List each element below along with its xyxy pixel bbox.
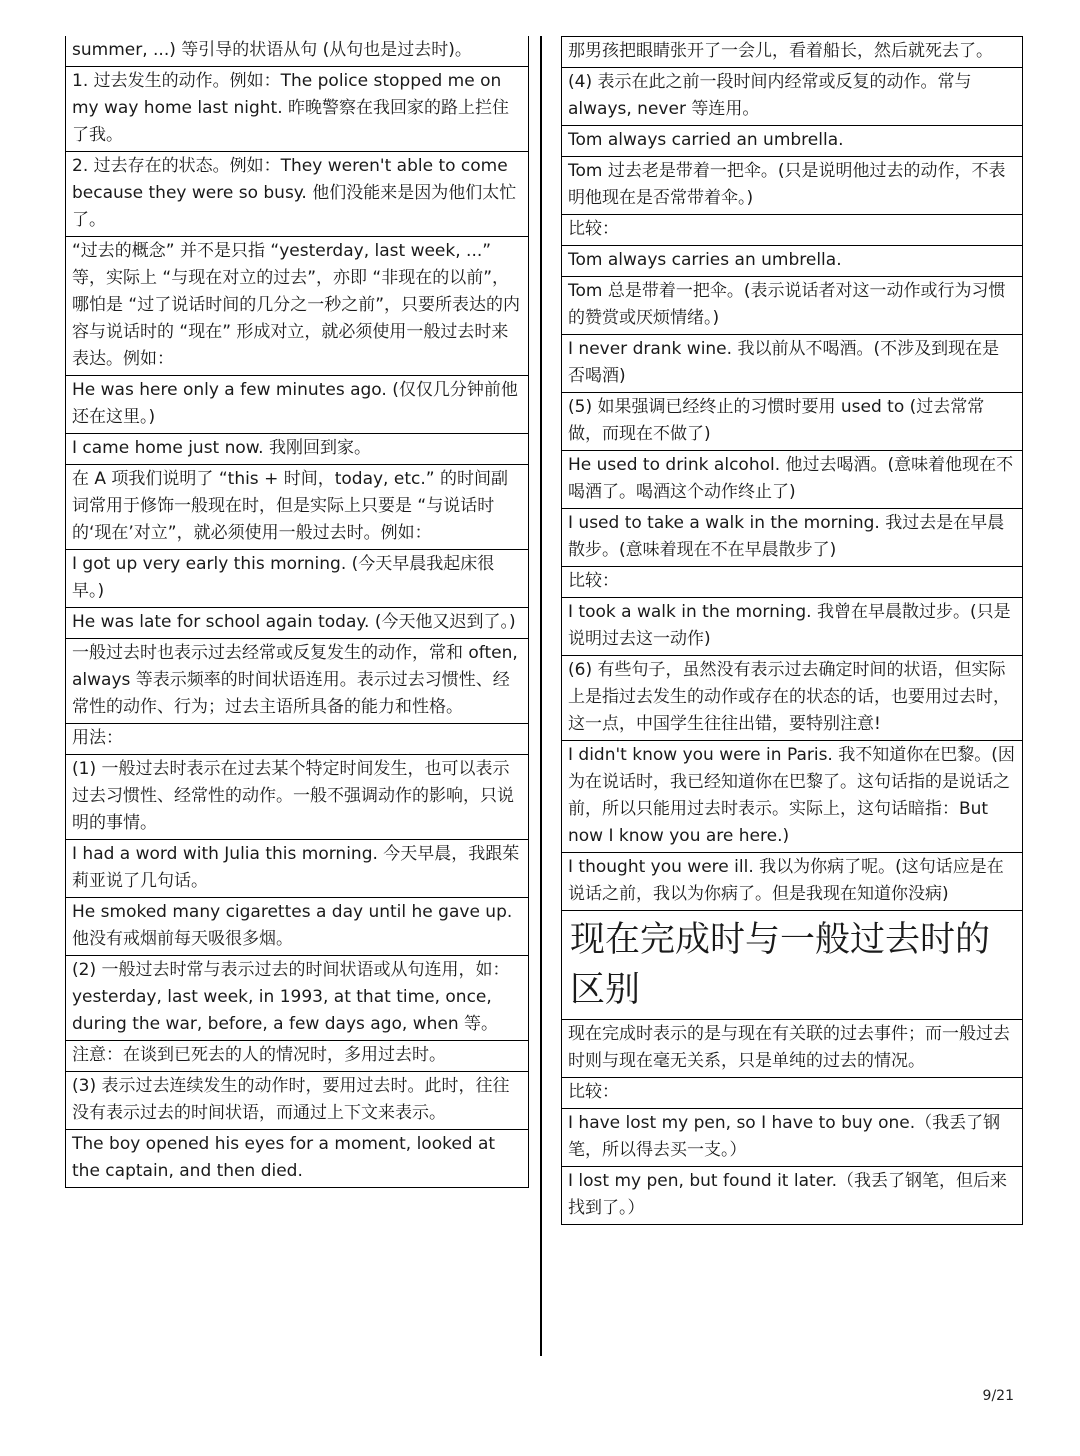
section-heading: 现在完成时与一般过去时的区别 [561,911,1023,1020]
text-cell: (1) 一般过去时表示在过去某个特定时间发生，也可以表示过去习惯性、经常性的动作。一般不强调动作的影响，只说明的事情。 [65,755,529,840]
text-cell: (5) 如果强调已经终止的习惯时要用 used to (过去常常做，而现在不做了) [561,393,1023,451]
text-cell: I took a walk in the morning. 我曾在早晨散过步。(只是说明过去这一动作) [561,598,1023,656]
right-column [561,36,1023,1225]
text-cell: I used to take a walk in the morning. 我过去是在早晨散步。(意味着现在不在早晨散步了) [561,509,1023,567]
text-cell: (6) 有些句子，虽然没有表示过去确定时间的状语，但实际上是指过去发生的动作或存在的状态的话，也要用过去时，这一点，中国学生往往出错，要特别注意! [561,656,1023,741]
text-cell: I came home just now. 我刚回到家。 [65,434,529,465]
text-cell: He smoked many cigarettes a day until he gave up. 他没有戒烟前每天吸很多烟。 [65,898,529,956]
text-cell: “过去的概念” 并不是只指 “yesterday, last week, ...” 等，实际上 “与现在对立的过去”，亦即 “非现在的以前”，哪怕是 “过了说话时间的几分之一秒之前”，只要所表达的内容与说话时的 “现在” 形成对立，就必须使用一般过去时来表达。例如： [65,237,529,376]
left-column [65,36,529,1188]
text-cell: Tom always carried an umbrella. [561,126,1023,157]
text-cell: 用法： [65,724,529,755]
text-cell: summer, ...) 等引导的状语从句 (从句也是过去时)。 [65,36,529,67]
text-cell: (2) 一般过去时常与表示过去的时间状语或从句连用，如：yesterday, last week, in 1993, at that time, once, during the war, before, a few days ago, when 等。 [65,956,529,1041]
text-cell: He used to drink alcohol. 他过去喝酒。(意味着他现在不喝酒了。喝酒这个动作终止了) [561,451,1023,509]
text-cell: He was here only a few minutes ago. (仅仅几分钟前他还在这里。) [65,376,529,434]
page-number: 9/21 [982,1388,1014,1404]
column-divider [540,36,542,1356]
text-cell: 现在完成时表示的是与现在有关联的过去事件；而一般过去时则与现在毫无关系，只是单纯的过去的情况。 [561,1020,1023,1078]
text-cell: (4) 表示在此之前一段时间内经常或反复的动作。常与 always, never 等连用。 [561,68,1023,126]
text-cell: 一般过去时也表示过去经常或反复发生的动作，常和 often, always 等表示频率的时间状语连用。表示过去习惯性、经常性的动作、行为；过去主语所具备的能力和性格。 [65,639,529,724]
text-cell: 比较： [561,215,1023,246]
text-cell: 2. 过去存在的状态。例如：They weren't able to come because they were so busy. 他们没能来是因为他们太忙了。 [65,152,529,237]
text-cell: He was late for school again today. (今天他又迟到了。) [65,608,529,639]
text-cell: The boy opened his eyes for a moment, looked at the captain, and then died. [65,1130,529,1188]
text-cell: 比较： [561,1078,1023,1109]
text-cell: Tom always carries an umbrella. [561,246,1023,277]
text-cell: Tom 过去老是带着一把伞。(只是说明他过去的动作，不表明他现在是否常带着伞。) [561,157,1023,215]
text-cell: (3) 表示过去连续发生的动作时，要用过去时。此时，往往没有表示过去的时间状语，而通过上下文来表示。 [65,1072,529,1130]
text-cell: I got up very early this morning. (今天早晨我起床很早。) [65,550,529,608]
text-cell: 比较： [561,567,1023,598]
text-cell: 注意：在谈到已死去的人的情况时，多用过去时。 [65,1041,529,1072]
text-cell: I have lost my pen, so I have to buy one.（我丢了钢笔，所以得去买一支。） [561,1109,1023,1167]
text-cell: 在 A 项我们说明了 “this + 时间，today, etc.” 的时间副词常用于修饰一般现在时，但是实际上只要是 “与说话时的‘现在’对立”，就必须使用一般过去时。例如： [65,465,529,550]
text-cell: I never drank wine. 我以前从不喝酒。(不涉及到现在是否喝酒) [561,335,1023,393]
text-cell: I thought you were ill. 我以为你病了呢。(这句话应是在说话之前，我以为你病了。但是我现在知道你没病) [561,853,1023,911]
text-cell: I lost my pen, but found it later.（我丢了钢笔，但后来找到了。） [561,1167,1023,1225]
text-cell: I had a word with Julia this morning. 今天早晨，我跟茱莉亚说了几句话。 [65,840,529,898]
text-cell: Tom 总是带着一把伞。(表示说话者对这一动作或行为习惯的赞赏或厌烦情绪。) [561,277,1023,335]
text-cell: 那男孩把眼睛张开了一会儿，看着船长，然后就死去了。 [561,36,1023,68]
text-cell: I didn't know you were in Paris. 我不知道你在巴黎。(因为在说话时，我已经知道你在巴黎了。这句话指的是说话之前，所以只能用过去时表示。实际上，这句话暗指：But now I know you are here.) [561,741,1023,853]
text-cell: 1. 过去发生的动作。例如：The police stopped me on my way home last night. 昨晚警察在我回家的路上拦住了我。 [65,67,529,152]
